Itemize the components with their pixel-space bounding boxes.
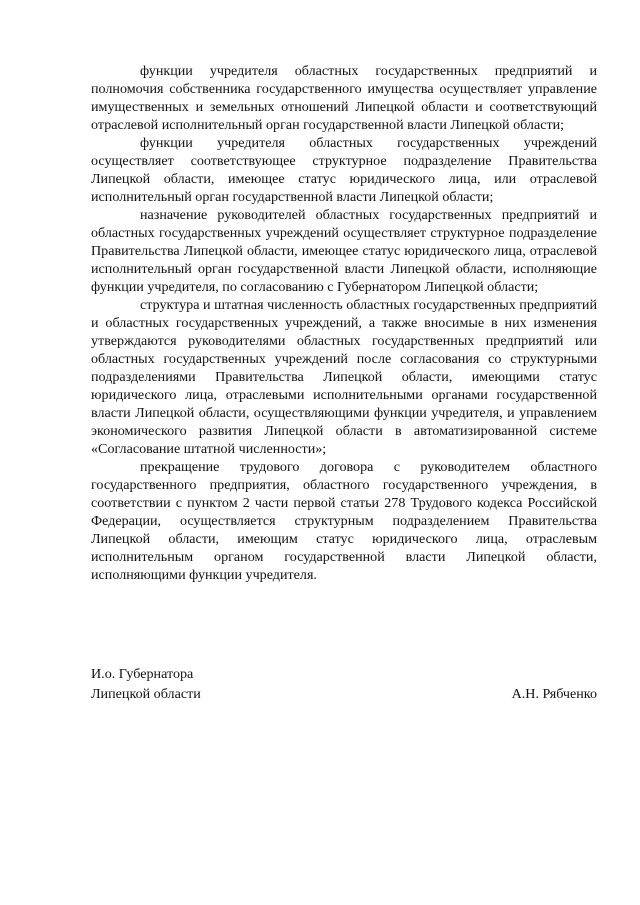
paragraph-appointment-heads: назначение руководителей областных государственных предприятий и областных государственных учреждений осуществляет структурное подразделение Правительства Липецкой области, имеющее статус юридического лица, отраслевой исполнительный орган государственной власти Липецкой области, исполняющие функции учредителя, по согласованию с Губернатором Липецкой области; — [91, 207, 597, 295]
signer-name: А.Н. Рябченко — [511, 686, 597, 702]
document-body — [91, 62, 597, 584]
signature-block — [91, 664, 597, 704]
signer-position-line1: И.о. Губернатора — [91, 666, 194, 682]
paragraph-staff-structure: структура и штатная численность областных государственных предприятий и областных государственных учреждений, а также вносимые в них изменения утверждаются руководителями областных государственных предприятий или областных государственных учреждений после согласования со структурными подразделениями Правительства Липецкой области, имеющими статус юридического лица, отраслевыми исполнительными органами государственной власти Липецкой области, осуществляющими функции учредителя, и управлением экономического развития Липецкой области в автоматизированной системе «Согласование штатной численности»; — [91, 297, 597, 457]
signer-position-line2: Липецкой области — [91, 686, 201, 702]
paragraph-founder-enterprises: функции учредителя областных государственных предприятий и полномочия собственника государственного имущества осуществляет управление имущественных и земельных отношений Липецкой области и соответствующий отраслевой исполнительный орган государственной власти Липецкой области; — [91, 63, 597, 133]
paragraph-founder-institutions: функции учредителя областных государственных учреждений осуществляет соответствующее структурное подразделение Правительства Липецкой области, имеющее статус юридического лица, или отраслевой исполнительный орган государственной власти Липецкой области; — [91, 135, 597, 205]
signature-row — [91, 684, 597, 704]
paragraph-contract-termination: прекращение трудового договора с руководителем областного государственного предприятия, областного государственного учреждения, в соответствии с пунктом 2 части первой статьи 278 Трудового кодекса Российской Федерации, осуществляется структурным подразделением Правительства Липецкой области, имеющим статус юридического лица, отраслевым исполнительным органом государственной власти Липецкой области, исполняющими функции учредителя. — [91, 459, 597, 583]
